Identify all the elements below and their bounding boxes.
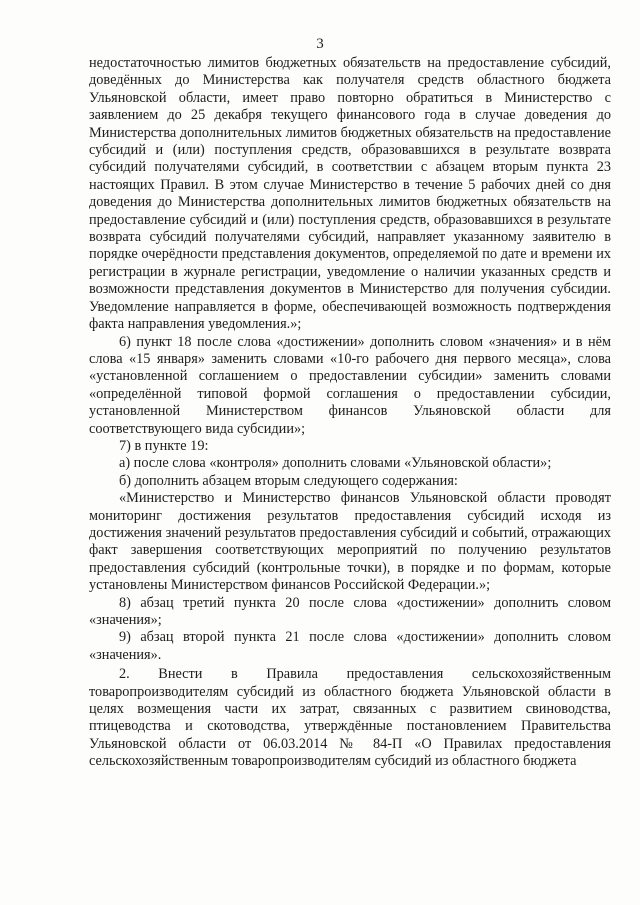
- paragraph: недостаточностью лимитов бюджетных обязательств на предоставление субсидий, доведённых до Министерства как получателя средств областного бюджета Ульяновской области, имеет право повторно обратиться в Министерство с заявлением до 25 декабря текущего финансового года в случае доведения до Министерства дополнительных лимитов бюджетных обязательств на предоставление субсидий и (или) поступления средств, образовавшихся в результате возврата субсидий получателями субсидий, в соответствии с абзацем вторым пункта 23 настоящих Правил. В этом случае Министерство в течение 5 рабочих дней со дня доведения до Министерства дополнительных лимитов бюджетных обязательств на предоставление субсидий и (или) поступления средств, образовавшихся в результате возврата субсидий получателями субсидий, направляет указанному заявителю в порядке очерёдности представления документов, определяемой по дате и времени их регистрации в журнале регистрации, уведомление о наличии указанных средств и возможности представления документов в Министерство для получения субсидии. Уведомление направляется в форме, обеспечивающей возможность подтверждения факта направления уведомления.»;: [89, 55, 611, 333]
- paragraph: 8) абзац третий пункта 20 после слова «достижении» дополнить словом «значения»;: [89, 594, 611, 628]
- page-number: 3: [316, 36, 324, 52]
- document-body: [89, 55, 611, 771]
- paragraph: а) после слова «контроля» дополнить словами «Ульяновской области»;: [119, 455, 552, 472]
- paragraph: 6) пункт 18 после слова «достижении» дополнить словом «значения» и в нём слова «15 января» заменить словами «10-го рабочего дня первого месяца», слова «установленной соглашением о предоставлении субсидии» заменить словами «определённой типовой формой соглашения о предоставлении субсидии, установленной Министерством финансов Ульяновской области для соответствующего вида субсидии»;: [89, 333, 611, 437]
- paragraph: 9) абзац второй пункта 21 после слова «достижении» дополнить словом «значения».: [89, 629, 611, 663]
- paragraph: б) дополнить абзацем вторым следующего содержания:: [119, 472, 458, 489]
- paragraph: «Министерство и Министерство финансов Ульяновской области проводят мониторинг достижения результатов предоставления субсидий исходя из достижения значений результатов предоставления субсидий и событий, отражающих факт завершения соответствующих мероприятий по получению результатов предоставления субсидий (контрольные точки), в порядке и по формам, которые установлены Министерством финансов Российской Федерации.»;: [89, 490, 611, 594]
- paragraph: 2. Внести в Правила предоставления сельскохозяйственным товаропроизводителям субсидий из областного бюджета Ульяновской области в целях возмещения части их затрат, связанных с развитием свиноводства, птицеводства и скотоводства, утверждённые постановлением Правительства Ульяновской области от 06.03.2014 № 84-П «О Правилах предоставления сельскохозяйственным товаропроизводителям субсидий из областного бюджета: [89, 666, 611, 770]
- paragraph: 7) в пункте 19:: [119, 437, 209, 454]
